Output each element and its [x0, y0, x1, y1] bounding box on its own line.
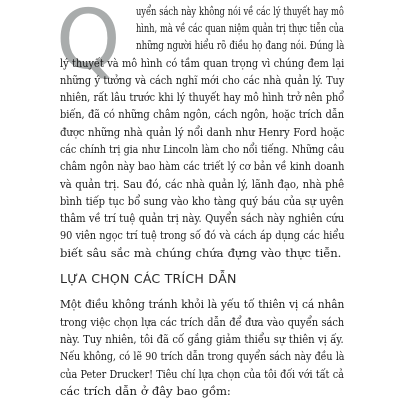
intro-line: những người hiểu rõ điều họ đang nói. Đúng là	[136, 38, 345, 52]
intro-line: bình tiếp tục bổ sung vào kho tàng quý báu của sự uyên	[60, 194, 344, 208]
intro-line: hình, mà về các quan niệm quản trị thực tiễn của	[136, 21, 344, 35]
intro-line: thâm về trí tuệ quản trị này. Quyển sách này nghiên cứu	[60, 211, 345, 225]
section-line: Một điều không tránh khỏi là yếu tố thiên vị cá nhân	[60, 297, 345, 311]
intro-line: châm ngôn này bao hàm các triết lý cơ bản về kinh doanh	[60, 159, 345, 173]
section-heading: LỰA CHỌN CÁC TRÍCH DẪN	[60, 271, 237, 286]
section-line: của Peter Drucker! Tiêu chí lựa chọn của tôi đối với tất cả	[60, 367, 344, 381]
intro-line: biết sâu sắc mà chúng chứa đựng vào thực tiễn.	[60, 246, 342, 260]
section-line: Nếu không, có lẽ 90 trích dẫn trong quyển sách này đều là	[60, 349, 345, 363]
section-line: các trích dẫn ở đây bao gồm:	[60, 384, 231, 398]
intro-line: được những nhà quản lý nổi danh như Henry Ford hoặc	[60, 125, 345, 139]
intro-line: những ý tưởng và cách nghĩ mới cho các nhà quản lý. Tuy	[60, 73, 345, 87]
intro-line: 90 viên ngọc trí tuệ trong số đó và cách áp dụng các hiểu	[60, 228, 345, 242]
section-line: này. Tuy nhiên, tôi đã cố gắng giảm thiểu sự thiên vị ấy.	[60, 332, 344, 346]
section-line: trong việc chọn lựa các trích dẫn để đưa vào quyển sách	[60, 315, 345, 329]
intro-line: lý thuyết và mô hình có tầm quan trọng vì chúng đem lại	[60, 56, 345, 70]
intro-line: uyển sách này không nói về các lý thuyết hay mô	[136, 4, 344, 18]
intro-line: các chính trị gia như Lincoln làm cho nổi tiếng. Những câu	[60, 142, 345, 156]
intro-line: và quản trị. Sau đó, các nhà quản lý, lãnh đạo, nhà phê	[60, 177, 345, 191]
intro-line: biến, đã có những châm ngôn, cách ngôn, hoặc trích dẫn	[60, 107, 344, 121]
intro-line: nhiên, rất lâu trước khi lý thuyết hay mô hình trở nên phổ	[60, 90, 344, 104]
drop-cap-letter: Q	[56, 0, 121, 88]
